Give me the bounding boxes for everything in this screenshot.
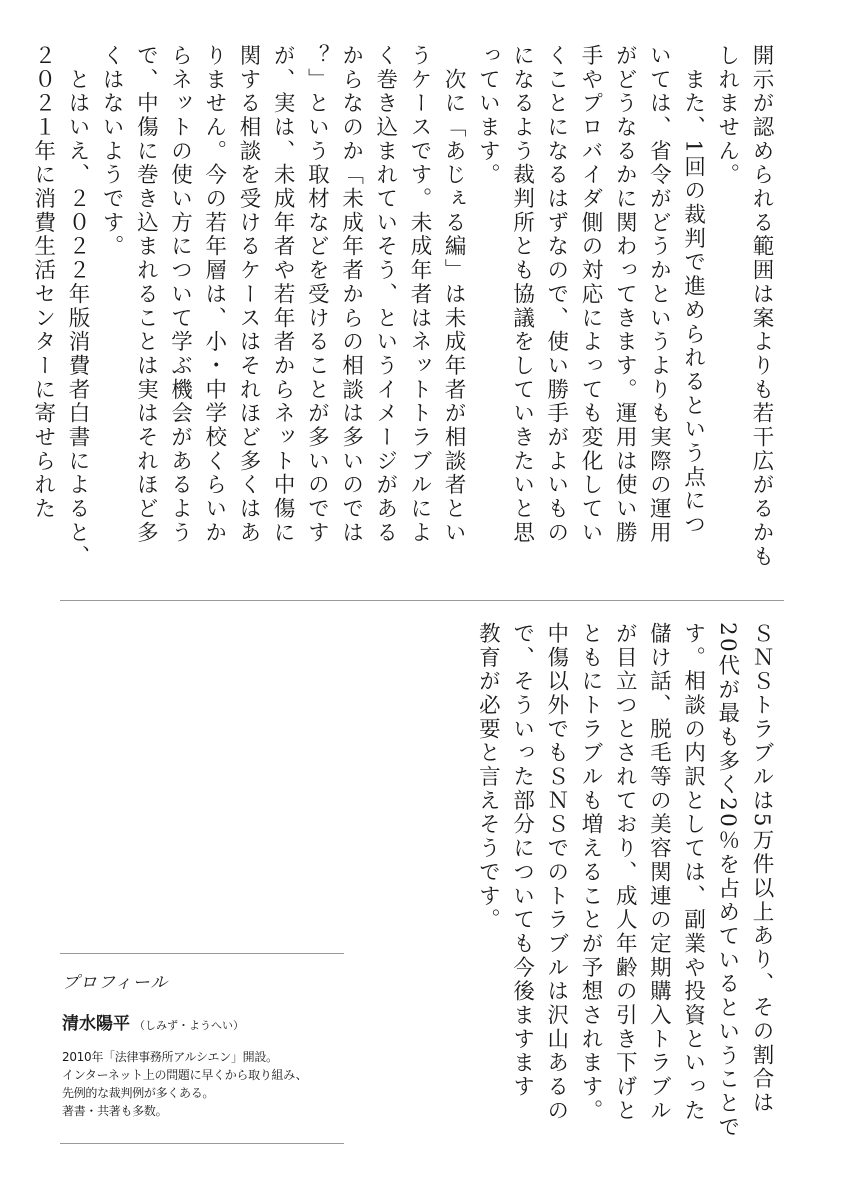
text-line: また、1回の裁判で進められるという点につ [680,44,706,538]
text-line: りません。今の若年層は、小・中学校くらいか [201,44,227,545]
text-line: ＳＮＳトラブルは5万件以上あり、その割合は [749,622,774,1116]
profile-box [62,968,352,1120]
text-line: しれません。 [714,44,740,188]
text-line: ともにトラブルも増えることが予想されます。 [577,622,603,1123]
bio-line: 著書・共著も多数。 [62,1104,168,1118]
text-line: になるよう裁判所とも協議をしていきたいと思 [509,44,535,545]
text-line: で、そういった部分についても今後ますます [509,622,535,1099]
text-line: が、実は、未成年者や若年者からネット中傷に [270,44,296,545]
text-line: ２０２１年に消費生活センターに寄せられた [30,44,56,521]
text-line: くはないようです。 [99,44,125,259]
text-line: 教育が必要と言えそうです。 [475,622,501,933]
text-line: っています。 [475,44,501,188]
text-line: で、中傷に巻き込まれることは実はそれほど多 [133,44,159,545]
text-line: が目立つとされており、成人年齢の引き下げと [612,622,638,1123]
profile-top-rule [60,953,344,954]
bio-line: 2010年「法律事務所アルシエン」開設。 [62,1050,278,1064]
text-line: 次に「あじぇる編」は未成年者が相談者とい [441,44,467,545]
text-line: 手やプロバイダ側の対応によっても変化してい [577,44,603,545]
profile-heading: プロフィール [62,973,169,993]
bio-line: 先例的な裁判例が多くある。 [62,1086,215,1100]
text-line: す。相談の内訳としては、副業や投資といった [680,622,706,1123]
bio-line: インターネット上の問題に早くから取り組み、 [62,1068,308,1082]
profile-bottom-rule [60,1143,344,1144]
text-line: らネットの使い方について学ぶ機会があるよう [167,44,193,545]
author-name: 清水陽平 [62,1014,130,1034]
text-line: からなのか「未成年者からの相談は多いのでは [338,44,364,545]
article-upper-column [30,44,778,569]
article-lower-column [475,622,778,1142]
text-line: うケースです。未成年者はネットトラブルによ [406,44,432,545]
text-line: ？」という取材などを受けることが多いのです [304,44,330,545]
text-line: く巻き込まれていそう、というイメージがある [372,44,398,545]
profile-name-row [62,1009,352,1034]
text-line: 20代が最も多く20％を占めているということで [714,622,740,1140]
column-divider [60,600,784,601]
text-line: がどうなるかに関わってきます。運用は使い勝 [612,44,638,545]
author-bio [62,1048,352,1120]
text-line: 関する相談を受けるケースはそれほど多くはあ [235,44,261,545]
text-line: くことになるはずなので、使い勝手がよいもの [543,44,569,545]
text-line: 中傷以外でもＳＮＳでのトラブルは沢山あるの [543,622,569,1123]
author-name-reading: （しみず・ようへい） [134,1019,244,1032]
text-line: 儲け話、脱毛等の美容関連の定期購入トラブル [646,622,672,1123]
text-line: 開示が認められる範囲は案よりも若干広がるかも [749,44,774,569]
text-line: とはいえ、２０２２年版消費者白書によると、 [64,44,90,569]
text-line: いては、省令がどうかというよりも実際の運用 [646,44,672,545]
